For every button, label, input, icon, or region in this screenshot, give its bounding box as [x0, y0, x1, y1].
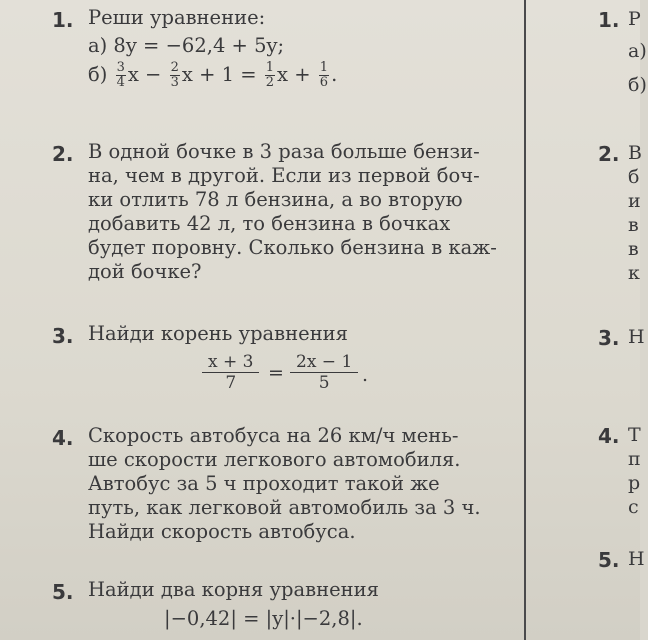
task-title: Найди два корня уравнения: [88, 578, 379, 601]
fraction: $\frac{1}{6}$: [319, 60, 329, 90]
equation-a: а) 8y = −62,4 + 5y;: [88, 34, 285, 57]
equation: x + 3 7 = 2x − 1 5 .: [202, 352, 382, 402]
task-number: 4.: [52, 426, 74, 450]
equation: |−0,42| = |y|·|−2,8|.: [164, 607, 363, 630]
task-text: Скорость автобуса на 26 км/ч мень- ше скорости легкового автомобиля. Автобус за 5 ч проходит такой же путь, как легковой автомобиль за 3 ч. Найди скорость автобуса.: [88, 424, 481, 543]
fraction: 2x − 1 5: [290, 352, 358, 393]
task-number: 5.: [52, 580, 74, 604]
task-number: 1.: [52, 8, 74, 32]
task-title: Реши уравнение:: [88, 6, 266, 29]
task-text: [88, 578, 488, 630]
task-number: 2.: [52, 142, 74, 166]
task-number: 3.: [52, 324, 74, 348]
task-text: В одной бочке в 3 раза больше бензи- на, чем в другой. Если из первой боч- ки отлить 78 л бензина, а во вторую добавить 42 л, то бензина в бочках будет поровну. Сколько бензина в каж- дой бочке?: [88, 140, 497, 283]
textbook-page: 1. Реши уравнение: а) 8y = −62,4 + 5y; б) $\frac{3}{4}$ x − $\frac{2}{3}$ x + 1 = $\frac{1}{2}$ x + $\frac{1}{6}$ . 2. В одной бочке в 3 раза больше бензи- на, чем в другой. Если из первой боч- ки отлить 78 л бензина, а во вторую добавить 42 л, то бензина в бочках будет поровну. Сколько бензина в каж- дой бочке? 3. Найди корень уравнения x + 3 7 = 2x − 1 5 . 4. Скорость автобуса на 26 км/ч мень- ше скорости легкового автомобиля. Автобус за 5 ч проходит такой же путь, как легковой автомобиль за 3 ч. Найди скорость автобуса. 5. Найди два корня уравнения |−0,42| = |y|·|−2,8|. 1. Р а) б) 2. В б и в в к 3. Н 4. Т п р с 5. Н: [0, 0, 640, 640]
task-text: [88, 6, 488, 90]
equation-b: б) $\frac{3}{4}$ x − $\frac{2}{3}$ x + 1 = $\frac{1}{2}$ x + $\frac{1}{6}$ .: [88, 60, 338, 90]
fraction: $\frac{3}{4}$: [116, 60, 125, 90]
task-title: Найди корень уравнения: [88, 322, 348, 345]
task-text: [88, 322, 488, 345]
fraction: $\frac{2}{3}$: [170, 60, 179, 90]
fraction: x + 3 7: [202, 352, 259, 393]
column-divider: [524, 0, 526, 640]
fraction: $\frac{1}{2}$: [265, 60, 275, 90]
